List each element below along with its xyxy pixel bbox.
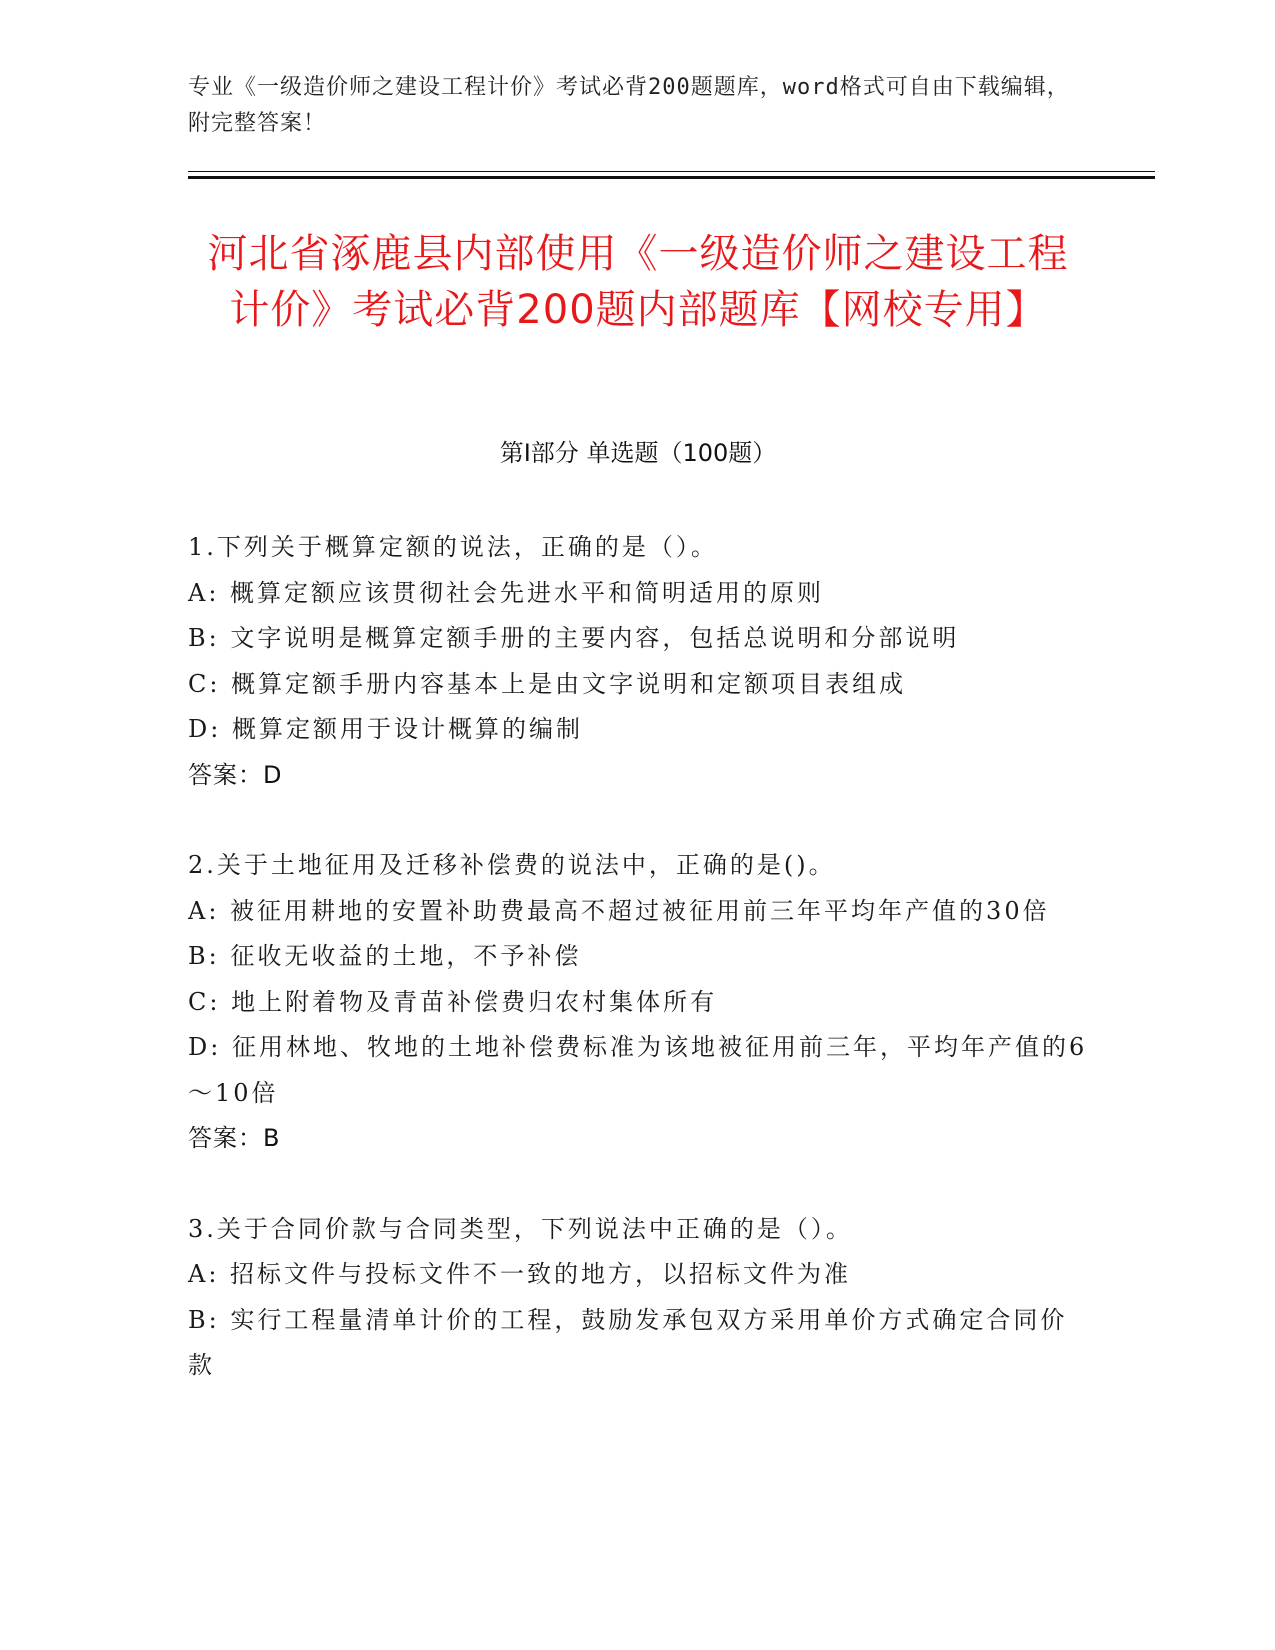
- header-rule-thin: [188, 171, 1155, 172]
- question-list: [188, 525, 1088, 1434]
- option-b: B: 文字说明是概算定额手册的主要内容，包括总说明和分部说明: [188, 624, 960, 652]
- question-1: [188, 525, 1088, 798]
- question-2: [188, 843, 1088, 1162]
- answer: 答案：B: [188, 1124, 281, 1152]
- question-stem: 3.关于合同价款与合同类型，下列说法中正确的是（）。: [188, 1214, 853, 1243]
- section-title: 第Ⅰ部分 单选题（100题）: [499, 439, 777, 467]
- option-c: C: 概算定额手册内容基本上是由文字说明和定额项目表组成: [188, 669, 907, 698]
- option-a: A: 招标文件与投标文件不一致的地方，以招标文件为准: [188, 1260, 852, 1288]
- option-d: D: 概算定额用于设计概算的编制: [188, 715, 583, 743]
- option-a: A: 被征用耕地的安置补助费最高不超过被征用前三年平均年产值的30倍: [188, 896, 1050, 925]
- option-a: A: 概算定额应该贯彻社会先进水平和简明适用的原则: [188, 578, 825, 607]
- header-rule-thick: [188, 176, 1155, 179]
- option-d: D: 征用林地、牧地的土地补偿费标准为该地被征用前三年，平均年产值的6～10倍: [188, 1033, 1088, 1107]
- header-note: 专业《一级造价师之建设工程计价》考试必背200题题库，word格式可自由下载编辑，附完整答案！: [188, 75, 1070, 136]
- option-b: B: 实行工程量清单计价的工程，鼓励发承包双方采用单价方式确定合同价款: [188, 1305, 1068, 1379]
- document-title: 河北省涿鹿县内部使用《一级造价师之建设工程计价》考试必背200题内部题库【网校专用】: [207, 231, 1069, 333]
- answer: 答案：D: [188, 760, 283, 789]
- question-stem: 1.下列关于概算定额的说法，正确的是（）。: [188, 533, 718, 561]
- option-c: C: 地上附着物及青苗补偿费归农村集体所有: [188, 987, 718, 1016]
- question-stem: 2.关于土地征用及迁移补偿费的说法中，正确的是()。: [188, 851, 836, 879]
- option-b: B: 征收无收益的土地，不予补偿: [188, 942, 582, 970]
- question-3: [188, 1207, 1088, 1389]
